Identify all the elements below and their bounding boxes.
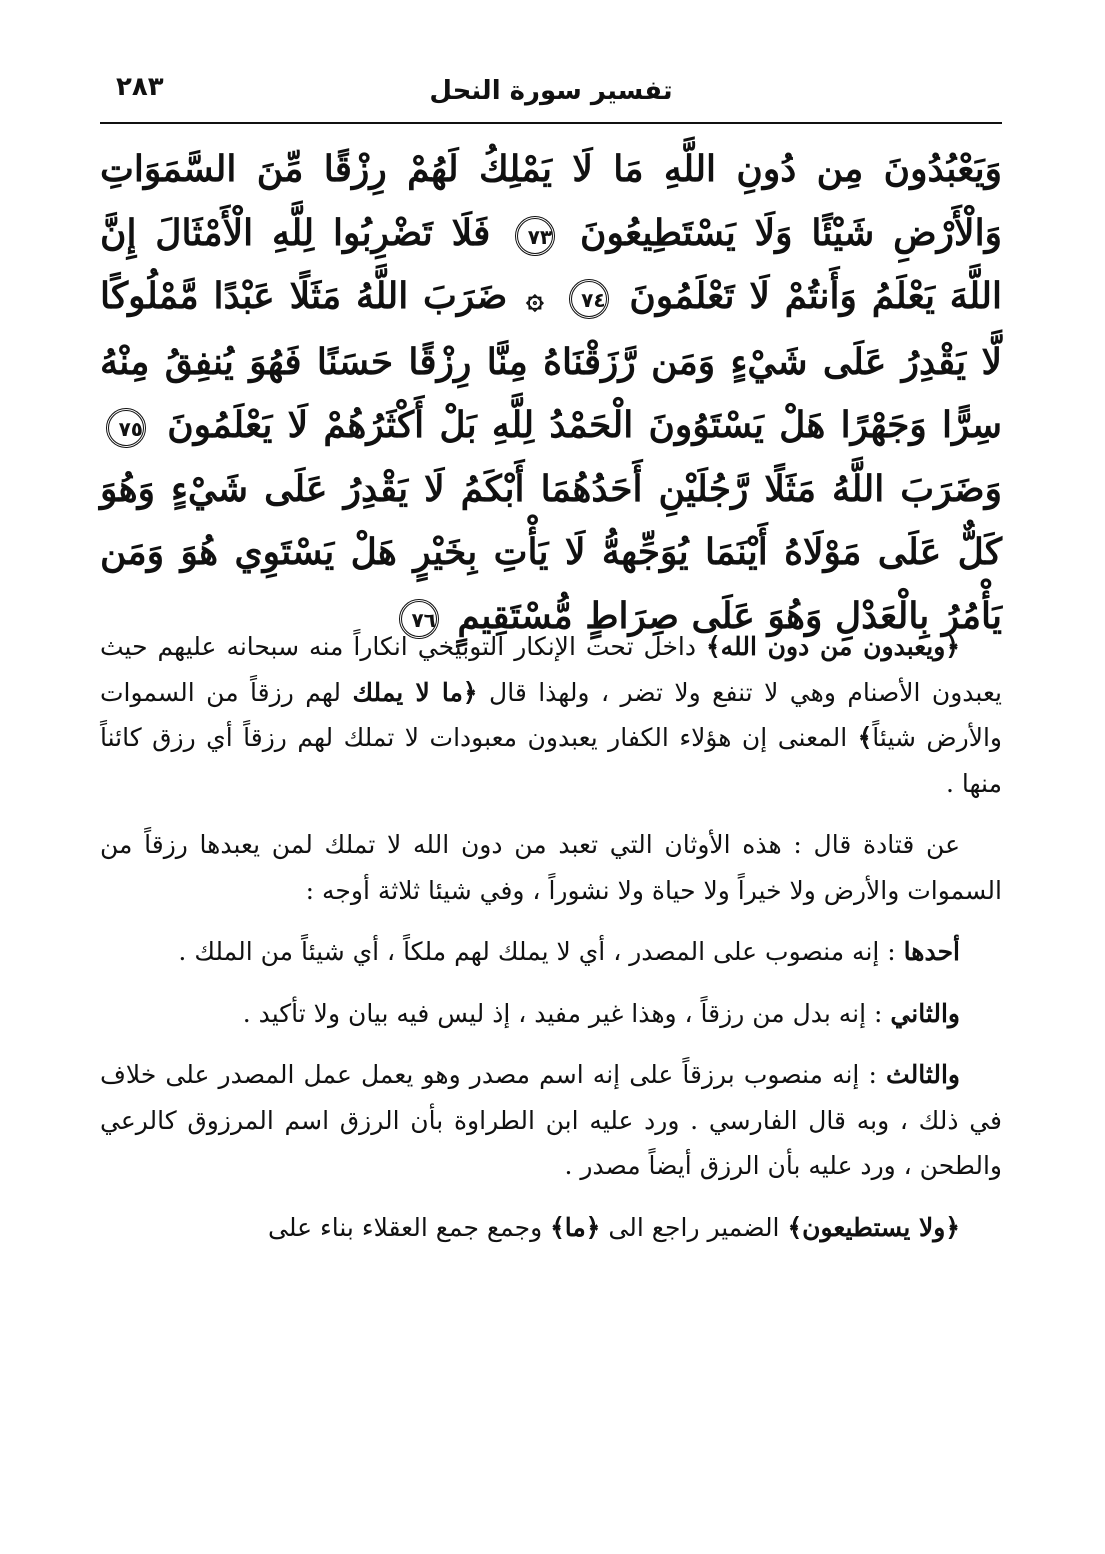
page-title: تفسير سورة النحل (429, 76, 673, 106)
paragraph-text: الضمير راجع الى (600, 1212, 788, 1242)
point-label: والثالث (886, 1060, 960, 1089)
hizb-star-icon: ۞ (526, 281, 544, 316)
quote-bracket-close: ﴾ (857, 723, 873, 752)
verse-text: وَضَرَبَ اللَّهُ مَثَلًا رَّجُلَيْنِ أَحَدُهُمَا أَبْكَمُ لَا يَقْدِرُ عَلَى شَيْءٍ وَهُوَ كَلٌّ عَلَى مَوْلَاهُ أَيْنَمَا يُوَجِّههُّ لَا يَأْتِ بِخَيْرٍ هَلْ يَسْتَوِي هُوَ وَمَن يَأْمُرُ بِالْعَدْلِ وَهُوَ عَلَى صِرَاطٍ مُّسْتَقِيمٍ (100, 467, 1002, 637)
commentary-paragraph (100, 624, 1002, 806)
quote-bracket-open: ﴿ (462, 677, 478, 707)
commentary-paragraph (100, 991, 1002, 1037)
header-divider (100, 122, 1002, 124)
paragraph-text: : إنه منصوب على المصدر ، أي لا يملك لهم ملكاً ، أي شيئاً من الملك . (178, 937, 904, 966)
commentary (100, 624, 1002, 1266)
verse-text: ضَرَبَ اللَّهُ مَثَلًا عَبْدًا مَّمْلُوكًا لَّا يَقْدِرُ عَلَى شَيْءٍ وَمَن رَّزَقْنَاهُ مِنَّا رِزْقًا حَسَنًا فَهُوَ يُنفِقُ مِنْهُ سِرًّا وَجَهْرًا هَلْ يَسْتَوُونَ الْحَمْدُ لِلَّهِ بَلْ أَكْثَرُهُمْ لَا يَعْلَمُونَ (100, 275, 1002, 446)
verse-text: وَيَعْبُدُونَ مِن دُونِ اللَّهِ مَا لَا يَمْلِكُ لَهُمْ رِزْقًا مِّنَ السَّمَوَاتِ وَالْأَرْضِ شَيْئًا وَلَا يَسْتَطِيعُونَ (100, 148, 1002, 254)
quote-bracket-close: ﴾ (706, 632, 721, 661)
paragraph-text: داخل تحت الإنكار التوبيخي انكاراً منه سبحانه عليهم حيث يعبدون الأصنام وهي لا تنفع ولا تضر ، ولهذا قال (100, 632, 1002, 707)
paragraph-text: : إنه بدل من رزقاً ، وهذا غير مفيد ، إذ ليس فيه بيان ولا تأكيد . (242, 998, 891, 1028)
verse-text: فَلَا تَضْرِبُوا لِلَّهِ الْأَمْثَالَ إِنَّ اللَّهَ يَعْلَمُ وَأَنتُمْ لَا تَعْلَمُونَ (100, 211, 1002, 317)
verse-number-marker: ٧٥ (106, 408, 146, 448)
quran-verses (100, 138, 1002, 648)
verse-number-marker: ٧٣ (515, 216, 555, 256)
commentary-paragraph: عن قتادة قال : هذه الأوثان التي تعبد من دون الله لا تملك لمن يعبدها رزقاً من السموات والأرض ولا خيراً ولا حياة ولا نشوراً ، وفي شيئا ثلاثة أوجه : (100, 830, 1002, 905)
paragraph-text: : إنه منصوب برزقاً على إنه اسم مصدر وهو يعمل عمل المصدر على خلاف في ذلك ، وبه قال الفارسي . ورد عليه ابن الطراوة بأن الرزق اسم المرزوق كالرعي والطحن ، ورد عليه بأن الرزق أيضاً مصدر . (100, 1060, 1002, 1180)
paragraph-text: وجمع جمع العقلاء بناء على (268, 1212, 551, 1242)
quote-bracket-open: ﴿ (585, 1212, 601, 1242)
commentary-paragraph (100, 929, 1002, 975)
paragraph-text: المعنى إن هؤلاء الكفار يعبدون معبودات لا تملك لهم رزقاً أي رزق كائناً منها . (100, 723, 1002, 798)
commentary-paragraph (100, 1052, 1002, 1189)
quote-bracket-open: ﴿ (945, 1212, 960, 1242)
verse-number-marker: ٧٦ (399, 599, 439, 639)
quoted-verse: ولا يستطيعون (802, 1212, 946, 1242)
commentary-paragraph (100, 1205, 1002, 1251)
page-number: ٢٨٣ (116, 72, 164, 102)
quote-bracket-close: ﴾ (787, 1212, 803, 1242)
quote-bracket-open: ﴿ (945, 632, 960, 661)
point-label: أحدها (903, 937, 960, 966)
quoted-verse: ويعبدون من دون الله (720, 632, 946, 661)
point-label: والثاني (890, 998, 960, 1028)
verse-number-marker: ٧٤ (569, 279, 609, 319)
page-header (100, 66, 1002, 118)
quoted-verse-cont: لهم رزقاً من السموات والأرض شيئاً (100, 677, 1002, 752)
quote-bracket-close: ﴾ (550, 1212, 565, 1242)
quoted-verse: ما لا يملك (352, 677, 463, 707)
quoted-verse: ما (564, 1212, 586, 1242)
